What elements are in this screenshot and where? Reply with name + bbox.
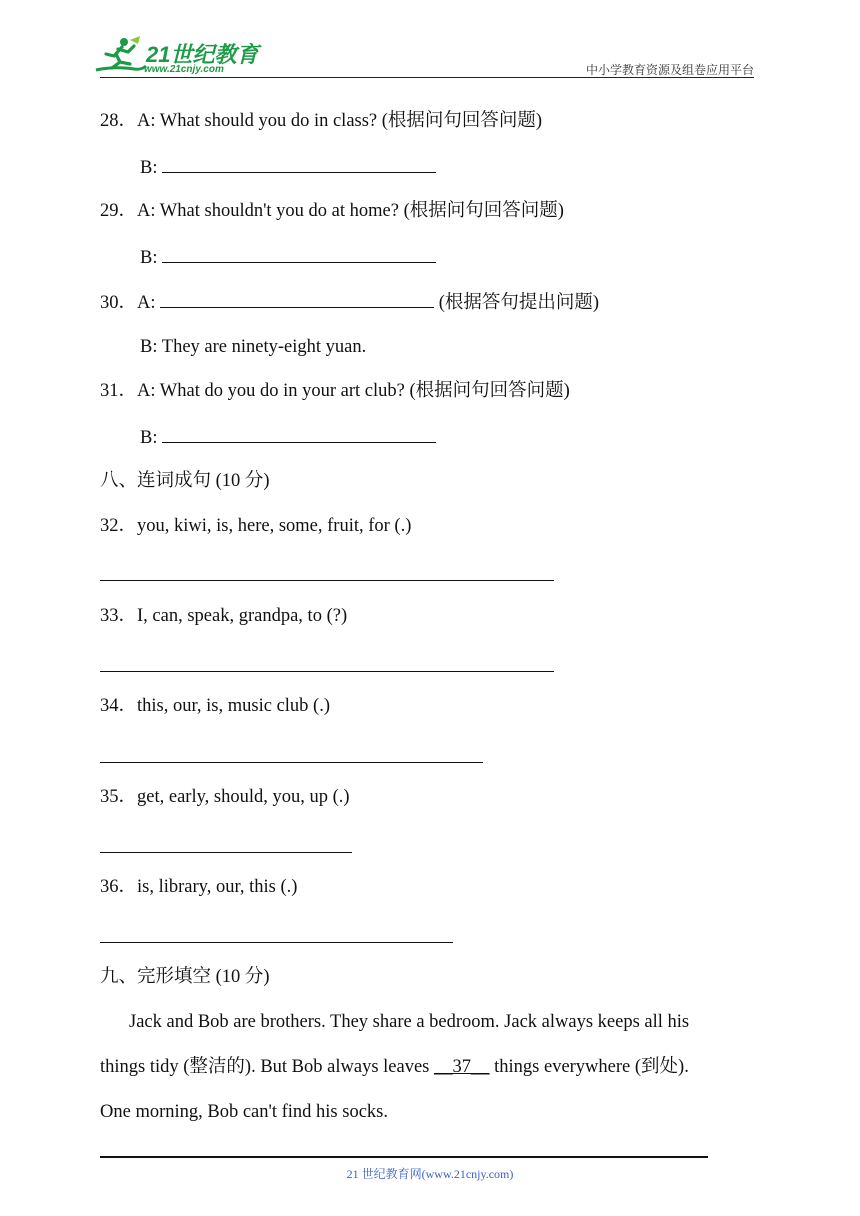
answer-b-label: B: [140,158,163,178]
answer-b-text: B: They are ninety-eight yuan. [140,337,367,357]
footer-divider [100,1156,708,1158]
question-number: 31． [100,381,138,401]
question-text: I, can, speak, grandpa, to (?) [137,606,348,626]
answer-31 [140,424,436,450]
passage-line-3: One morning, Bob can't find his socks. [100,1102,388,1122]
blank-37[interactable]: __37__ [434,1057,490,1077]
answer-b-label: B: [140,428,163,448]
question-29 [100,199,564,223]
question-34 [100,694,330,718]
answer-line-34[interactable] [100,762,483,763]
runner-logo-icon [94,36,148,76]
question-text: is, library, our, this (.) [137,877,298,897]
logo [94,36,264,78]
question-number: 33． [100,606,138,626]
passage-line-1: Jack and Bob are brothers. They share a bedroom. Jack always keeps all his [129,1012,690,1032]
passage-text: things tidy (整洁的). But Bob always leaves [100,1057,434,1077]
question-number: 28． [100,111,138,131]
question-text: you, kiwi, is, here, some, fruit, for (.) [137,516,412,536]
header-divider [100,77,754,78]
passage-line-2 [100,1055,689,1079]
question-36 [100,875,297,899]
answer-line-33[interactable] [100,671,554,672]
answer-29 [140,244,436,270]
passage-text: things everywhere (到处). [489,1057,689,1077]
section-9-title: 九、完形填空 (10 分) [100,967,270,987]
section-8-title: 八、连词成句 (10 分) [100,471,270,491]
question-31 [100,379,570,403]
logo-text: 21世纪教育 [146,42,259,67]
question-35 [100,785,350,809]
answer-28 [140,154,436,180]
question-30 [100,289,599,315]
answer-30 [140,335,366,359]
answer-line-32[interactable] [100,580,554,581]
question-number: 34． [100,696,138,716]
question-number: 29． [100,201,138,221]
answer-line-35[interactable] [100,852,352,853]
logo-url: www.21cnjy.com [144,64,224,75]
header-platform-text: 中小学教育资源及组卷应用平台 [585,63,754,77]
question-number: 32． [100,516,138,536]
answer-blank[interactable] [162,244,436,263]
question-a-text: A: What do you do in your art club? (根据问句回答问题) [137,381,570,401]
question-33 [100,604,347,628]
footer-text: 21 世纪教育网(www.21cnjy.com) [346,1167,514,1181]
question-28 [100,109,542,133]
answer-blank[interactable] [162,424,436,443]
question-text: this, our, is, music club (.) [137,696,330,716]
question-blank[interactable] [160,289,434,308]
answer-line-36[interactable] [100,942,453,943]
question-text: get, early, should, you, up (.) [137,787,350,807]
question-number: 30． [100,293,138,313]
answer-b-label: B: [140,248,163,268]
question-a-text: A: What should you do in class? (根据问句回答问题) [137,111,543,131]
answer-blank[interactable] [162,154,436,173]
question-a-suffix: (根据答句提出问题) [434,293,600,313]
question-a-text: A: What shouldn't you do at home? (根据问句回答问题) [137,201,564,221]
question-32 [100,514,411,538]
page-header [0,0,860,80]
question-a-prefix: A: [137,293,161,313]
question-number: 36． [100,877,138,897]
question-number: 35． [100,787,138,807]
